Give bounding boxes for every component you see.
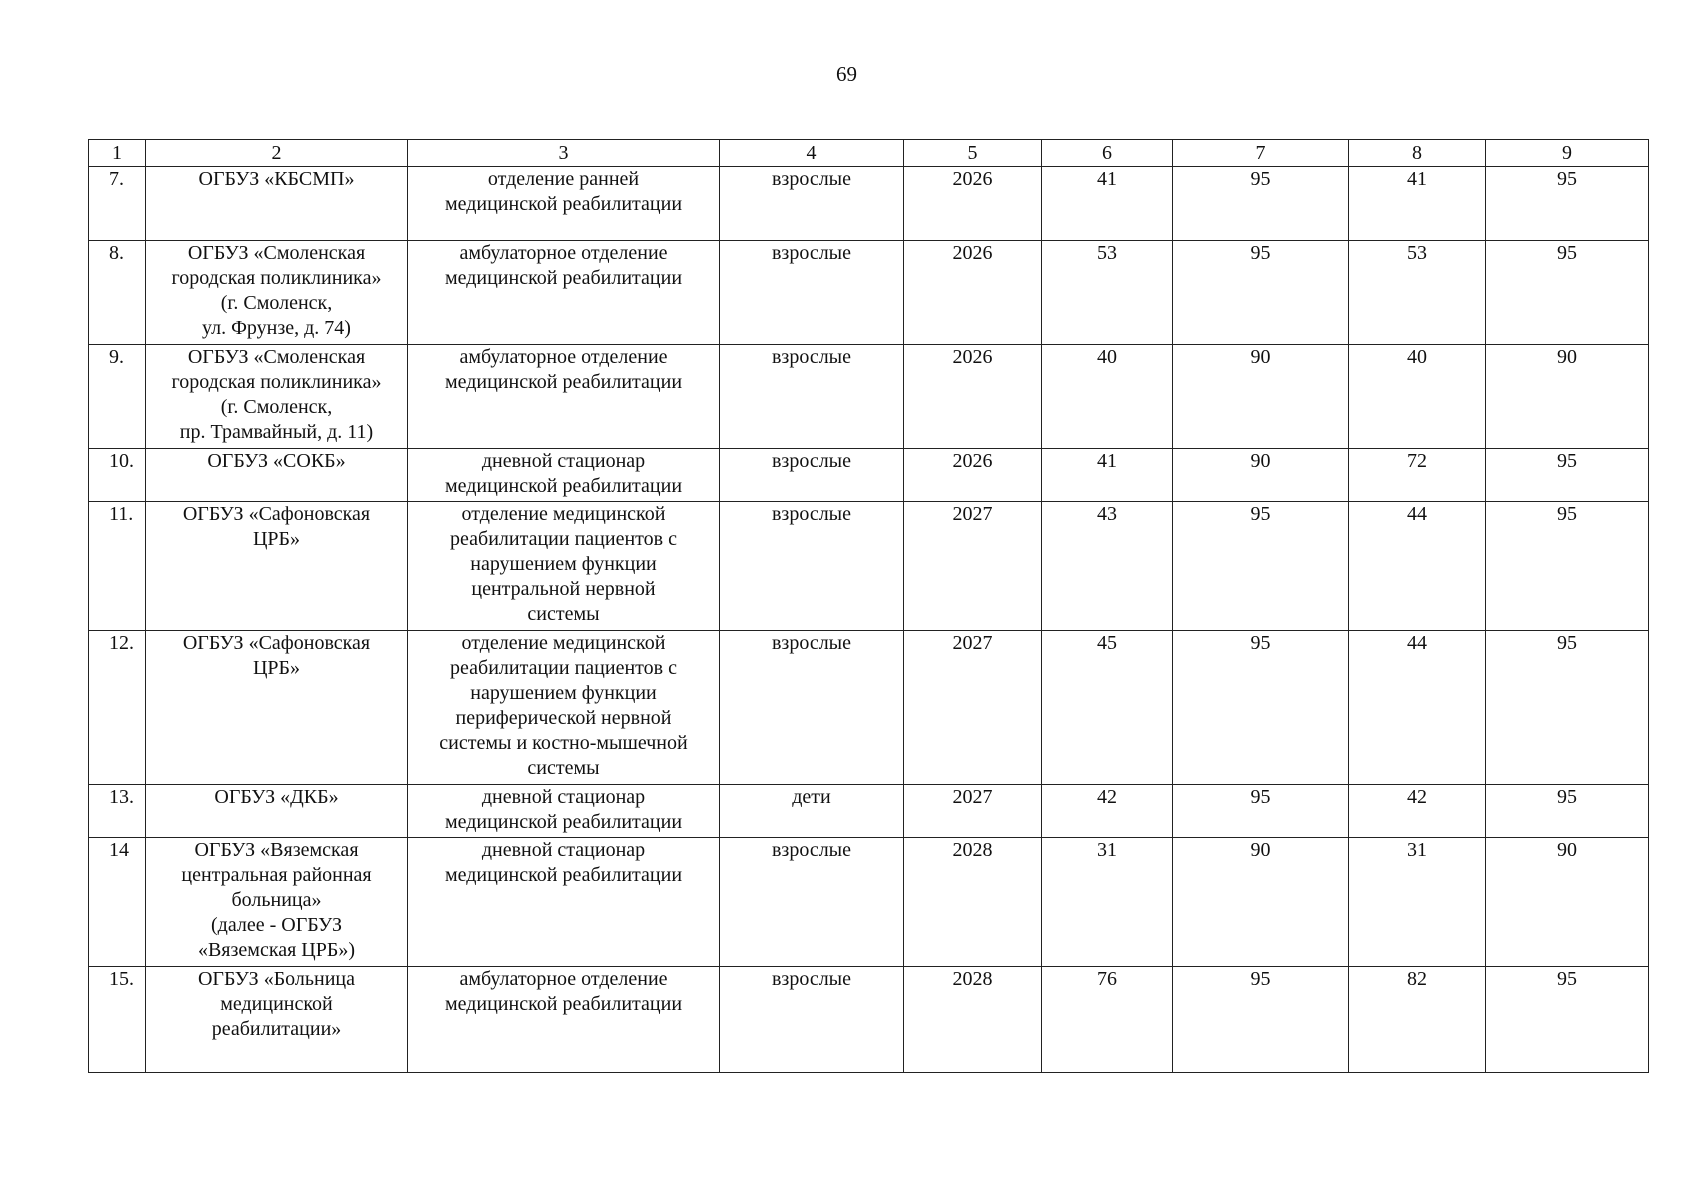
patient-group-cell: взрослые bbox=[720, 838, 904, 967]
value-cell: 41 bbox=[1042, 167, 1173, 241]
column-header: 1 bbox=[89, 140, 146, 167]
value-cell: 95 bbox=[1173, 167, 1349, 241]
value-cell: 95 bbox=[1486, 631, 1649, 785]
row-number: 10. bbox=[89, 449, 146, 502]
department-cell: амбулаторное отделение медицинской реабилитации bbox=[408, 241, 720, 345]
organization-cell: ОГБУЗ «ДКБ» bbox=[146, 785, 408, 838]
organization-cell: ОГБУЗ «Смоленская городская поликлиника» (г. Смоленск, пр. Трамвайный, д. 11) bbox=[146, 345, 408, 449]
department-cell: амбулаторное отделение медицинской реабилитации bbox=[408, 967, 720, 1073]
department-cell: отделение медицинской реабилитации пациентов с нарушением функции периферической нервной системы и костно-мышечной системы bbox=[408, 631, 720, 785]
value-cell: 42 bbox=[1349, 785, 1486, 838]
value-cell: 42 bbox=[1042, 785, 1173, 838]
table-row bbox=[89, 838, 1649, 967]
table-row bbox=[89, 502, 1649, 631]
patient-group-cell: взрослые bbox=[720, 631, 904, 785]
year-cell: 2028 bbox=[904, 967, 1042, 1073]
value-cell: 90 bbox=[1173, 449, 1349, 502]
patient-group-cell: взрослые bbox=[720, 345, 904, 449]
value-cell: 44 bbox=[1349, 502, 1486, 631]
table-row bbox=[89, 345, 1649, 449]
year-cell: 2026 bbox=[904, 449, 1042, 502]
patient-group-cell: взрослые bbox=[720, 241, 904, 345]
value-cell: 90 bbox=[1486, 345, 1649, 449]
value-cell: 95 bbox=[1486, 785, 1649, 838]
column-number-row bbox=[89, 140, 1649, 167]
value-cell: 95 bbox=[1173, 785, 1349, 838]
department-cell: амбулаторное отделение медицинской реабилитации bbox=[408, 345, 720, 449]
table-row bbox=[89, 631, 1649, 785]
value-cell: 43 bbox=[1042, 502, 1173, 631]
row-number: 13. bbox=[89, 785, 146, 838]
year-cell: 2026 bbox=[904, 345, 1042, 449]
column-header: 7 bbox=[1173, 140, 1349, 167]
year-cell: 2027 bbox=[904, 785, 1042, 838]
value-cell: 95 bbox=[1486, 449, 1649, 502]
value-cell: 40 bbox=[1042, 345, 1173, 449]
column-header: 4 bbox=[720, 140, 904, 167]
year-cell: 2027 bbox=[904, 502, 1042, 631]
year-cell: 2026 bbox=[904, 241, 1042, 345]
organization-cell: ОГБУЗ «КБСМП» bbox=[146, 167, 408, 241]
year-cell: 2027 bbox=[904, 631, 1042, 785]
patient-group-cell: взрослые bbox=[720, 449, 904, 502]
row-number: 8. bbox=[89, 241, 146, 345]
column-header: 8 bbox=[1349, 140, 1486, 167]
year-cell: 2026 bbox=[904, 167, 1042, 241]
table-row bbox=[89, 967, 1649, 1073]
value-cell: 76 bbox=[1042, 967, 1173, 1073]
department-cell: дневной стационар медицинской реабилитации bbox=[408, 785, 720, 838]
organization-cell: ОГБУЗ «Вяземская центральная районная больница» (далее - ОГБУЗ «Вяземская ЦРБ») bbox=[146, 838, 408, 967]
column-header: 3 bbox=[408, 140, 720, 167]
value-cell: 45 bbox=[1042, 631, 1173, 785]
table-row bbox=[89, 167, 1649, 241]
row-number: 12. bbox=[89, 631, 146, 785]
value-cell: 82 bbox=[1349, 967, 1486, 1073]
value-cell: 41 bbox=[1042, 449, 1173, 502]
value-cell: 95 bbox=[1486, 967, 1649, 1073]
patient-group-cell: взрослые bbox=[720, 502, 904, 631]
department-cell: дневной стационар медицинской реабилитации bbox=[408, 838, 720, 967]
table-row bbox=[89, 241, 1649, 345]
value-cell: 95 bbox=[1486, 167, 1649, 241]
value-cell: 44 bbox=[1349, 631, 1486, 785]
value-cell: 72 bbox=[1349, 449, 1486, 502]
department-cell: отделение медицинской реабилитации пациентов с нарушением функции центральной нервной системы bbox=[408, 502, 720, 631]
value-cell: 95 bbox=[1486, 241, 1649, 345]
rehabilitation-table bbox=[88, 139, 1649, 1073]
value-cell: 95 bbox=[1173, 502, 1349, 631]
organization-cell: ОГБУЗ «Смоленская городская поликлиника» (г. Смоленск, ул. Фрунзе, д. 74) bbox=[146, 241, 408, 345]
organization-cell: ОГБУЗ «Сафоновская ЦРБ» bbox=[146, 502, 408, 631]
value-cell: 90 bbox=[1173, 838, 1349, 967]
row-number: 11. bbox=[89, 502, 146, 631]
value-cell: 90 bbox=[1486, 838, 1649, 967]
value-cell: 40 bbox=[1349, 345, 1486, 449]
value-cell: 41 bbox=[1349, 167, 1486, 241]
department-cell: отделение ранней медицинской реабилитации bbox=[408, 167, 720, 241]
row-number: 9. bbox=[89, 345, 146, 449]
department-cell: дневной стационар медицинской реабилитации bbox=[408, 449, 720, 502]
column-header: 9 bbox=[1486, 140, 1649, 167]
patient-group-cell: взрослые bbox=[720, 167, 904, 241]
value-cell: 95 bbox=[1173, 967, 1349, 1073]
row-number: 15. bbox=[89, 967, 146, 1073]
value-cell: 53 bbox=[1042, 241, 1173, 345]
row-number: 7. bbox=[89, 167, 146, 241]
column-header: 2 bbox=[146, 140, 408, 167]
value-cell: 31 bbox=[1349, 838, 1486, 967]
year-cell: 2028 bbox=[904, 838, 1042, 967]
column-header: 5 bbox=[904, 140, 1042, 167]
table-row bbox=[89, 785, 1649, 838]
value-cell: 95 bbox=[1486, 502, 1649, 631]
value-cell: 95 bbox=[1173, 631, 1349, 785]
organization-cell: ОГБУЗ «Сафоновская ЦРБ» bbox=[146, 631, 408, 785]
value-cell: 95 bbox=[1173, 241, 1349, 345]
value-cell: 90 bbox=[1173, 345, 1349, 449]
page-number: 69 bbox=[836, 62, 857, 86]
column-header: 6 bbox=[1042, 140, 1173, 167]
patient-group-cell: взрослые bbox=[720, 967, 904, 1073]
value-cell: 53 bbox=[1349, 241, 1486, 345]
table-row bbox=[89, 449, 1649, 502]
row-number: 14 bbox=[89, 838, 146, 967]
organization-cell: ОГБУЗ «СОКБ» bbox=[146, 449, 408, 502]
value-cell: 31 bbox=[1042, 838, 1173, 967]
organization-cell: ОГБУЗ «Больница медицинской реабилитации» bbox=[146, 967, 408, 1073]
patient-group-cell: дети bbox=[720, 785, 904, 838]
